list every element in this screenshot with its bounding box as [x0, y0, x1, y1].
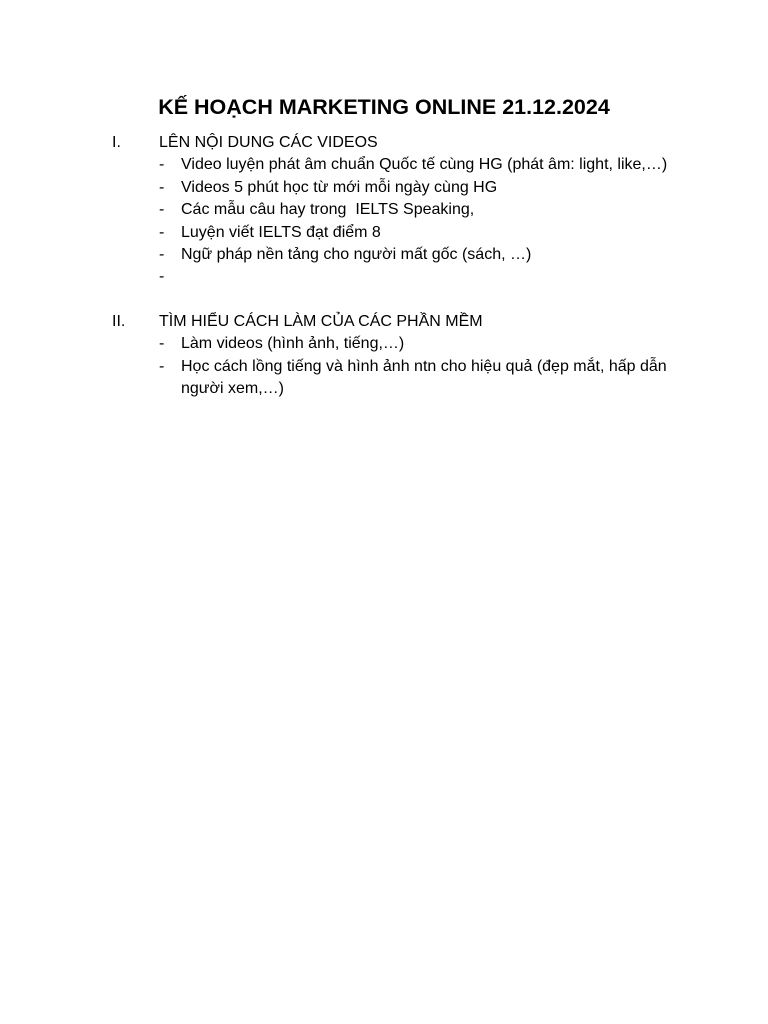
list-bullet: - — [159, 156, 165, 174]
list-item — [0, 333, 768, 355]
list-bullet: - — [159, 246, 165, 264]
list-item — [0, 177, 768, 199]
section-number: I. — [112, 134, 121, 151]
document-title: KẾ HOẠCH MARKETING ONLINE 21.12.2024 — [158, 95, 610, 119]
list-bullet: - — [159, 223, 165, 241]
section-software-research — [0, 311, 768, 401]
list-item-text: Videos 5 phút học từ mới mỗi ngày cùng HG — [181, 178, 498, 196]
section-heading-row — [0, 311, 768, 333]
list-bullet: - — [159, 335, 165, 353]
list-item — [0, 356, 768, 401]
section-heading: LÊN NỘI DUNG CÁC VIDEOS — [159, 134, 378, 151]
list-item-text: Học cách lồng tiếng và hình ảnh ntn cho hiệu quả (đẹp mắt, hấp dẫn người xem,…) — [181, 357, 672, 398]
section-content-plan — [0, 132, 768, 289]
list-item-text: Luyện viết IELTS đạt điểm 8 — [181, 223, 381, 241]
section-item-list — [0, 333, 768, 400]
section-heading: TÌM HIỂU CÁCH LÀM CỦA CÁC PHẦN MỀM — [159, 313, 483, 330]
list-item-text: Các mẫu câu hay trong IELTS Speaking, — [181, 201, 475, 219]
list-item — [0, 199, 768, 221]
section-heading-row — [0, 132, 768, 154]
empty-list-item — [0, 266, 768, 288]
list-item-text: Làm videos (hình ảnh, tiếng,…) — [181, 335, 405, 353]
list-bullet: - — [159, 178, 165, 196]
section-number: II. — [112, 313, 126, 330]
list-item — [0, 154, 768, 176]
list-item-text: Ngữ pháp nền tảng cho người mất gốc (sách, …) — [181, 246, 532, 264]
list-bullet: - — [159, 268, 165, 286]
list-bullet: - — [159, 357, 165, 375]
list-item — [0, 244, 768, 266]
list-bullet: - — [159, 201, 165, 219]
section-item-list — [0, 154, 768, 288]
list-item — [0, 222, 768, 244]
list-item-text: Video luyện phát âm chuẩn Quốc tế cùng HG (phát âm: light, like,…) — [181, 156, 668, 174]
